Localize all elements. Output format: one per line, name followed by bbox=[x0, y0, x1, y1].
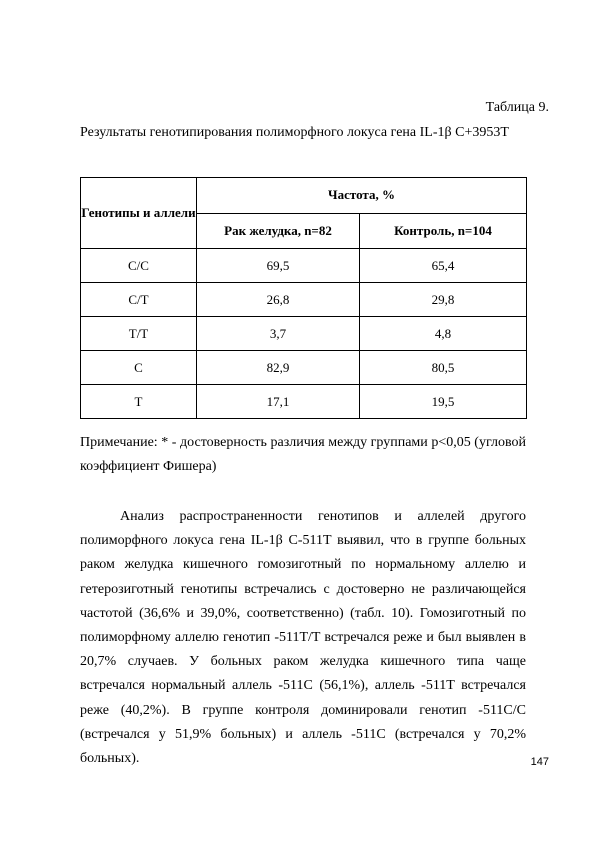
cell-control: 19,5 bbox=[360, 385, 527, 419]
body-paragraph bbox=[80, 505, 526, 771]
cell-genotype: C/C bbox=[81, 249, 197, 283]
header-genotype: Генотипы и аллели bbox=[81, 178, 197, 249]
cell-genotype: T/T bbox=[81, 317, 197, 351]
table-row bbox=[81, 351, 527, 385]
table-title: Результаты генотипирования полиморфного локуса гена IL-1β C+3953T bbox=[80, 125, 509, 140]
table-number: Таблица 9. bbox=[485, 100, 549, 115]
cell-genotype: T bbox=[81, 385, 197, 419]
header-control: Контроль, n=104 bbox=[360, 213, 527, 249]
header-frequency: Частота, % bbox=[197, 178, 527, 214]
cell-cancer: 17,1 bbox=[197, 385, 360, 419]
cell-control: 80,5 bbox=[360, 351, 527, 385]
table-row bbox=[81, 385, 527, 419]
header-cancer: Рак желудка, n=82 bbox=[197, 213, 360, 249]
cell-cancer: 69,5 bbox=[197, 249, 360, 283]
table-note: Примечание: * - достоверность различия между группами p<0,05 (угловой коэффициент Фишера) bbox=[80, 435, 526, 474]
cell-control: 4,8 bbox=[360, 317, 527, 351]
cell-control: 65,4 bbox=[360, 249, 527, 283]
table-row bbox=[81, 317, 527, 351]
cell-genotype: C bbox=[81, 351, 197, 385]
table-row bbox=[81, 283, 527, 317]
table-body bbox=[81, 249, 527, 419]
cell-cancer: 26,8 bbox=[197, 283, 360, 317]
cell-genotype: C/T bbox=[81, 283, 197, 317]
table-row bbox=[81, 249, 527, 283]
page-number: 147 bbox=[530, 756, 549, 768]
genotype-table bbox=[80, 177, 527, 419]
cell-cancer: 3,7 bbox=[197, 317, 360, 351]
cell-control: 29,8 bbox=[360, 283, 527, 317]
cell-cancer: 82,9 bbox=[197, 351, 360, 385]
paragraph-text: Анализ распространенности генотипов и аллелей другого полиморфного локуса гена IL-1β C-511T выявил, что в группе больных раком желудка кишечного гомозиготный по нормальному аллелю и гетерозиготный генотипы встречались с достоверно не различающейся частотой (36,6% и 39,0%, соответственно) (табл. 10). Гомозиготный по полиморфному аллелю генотип -511T/T встречался реже и был выявлен в 20,7% случаев. У больных раком желудка кишечного типа чаще встречался нормальный аллель -511C (56,1%), аллель -511T встречался реже (40,2%). В группе контроля доминировали генотип -511C/C (встречался у 51,9% больных) и аллель -511C (встречался у 70,2% больных). bbox=[80, 509, 526, 767]
